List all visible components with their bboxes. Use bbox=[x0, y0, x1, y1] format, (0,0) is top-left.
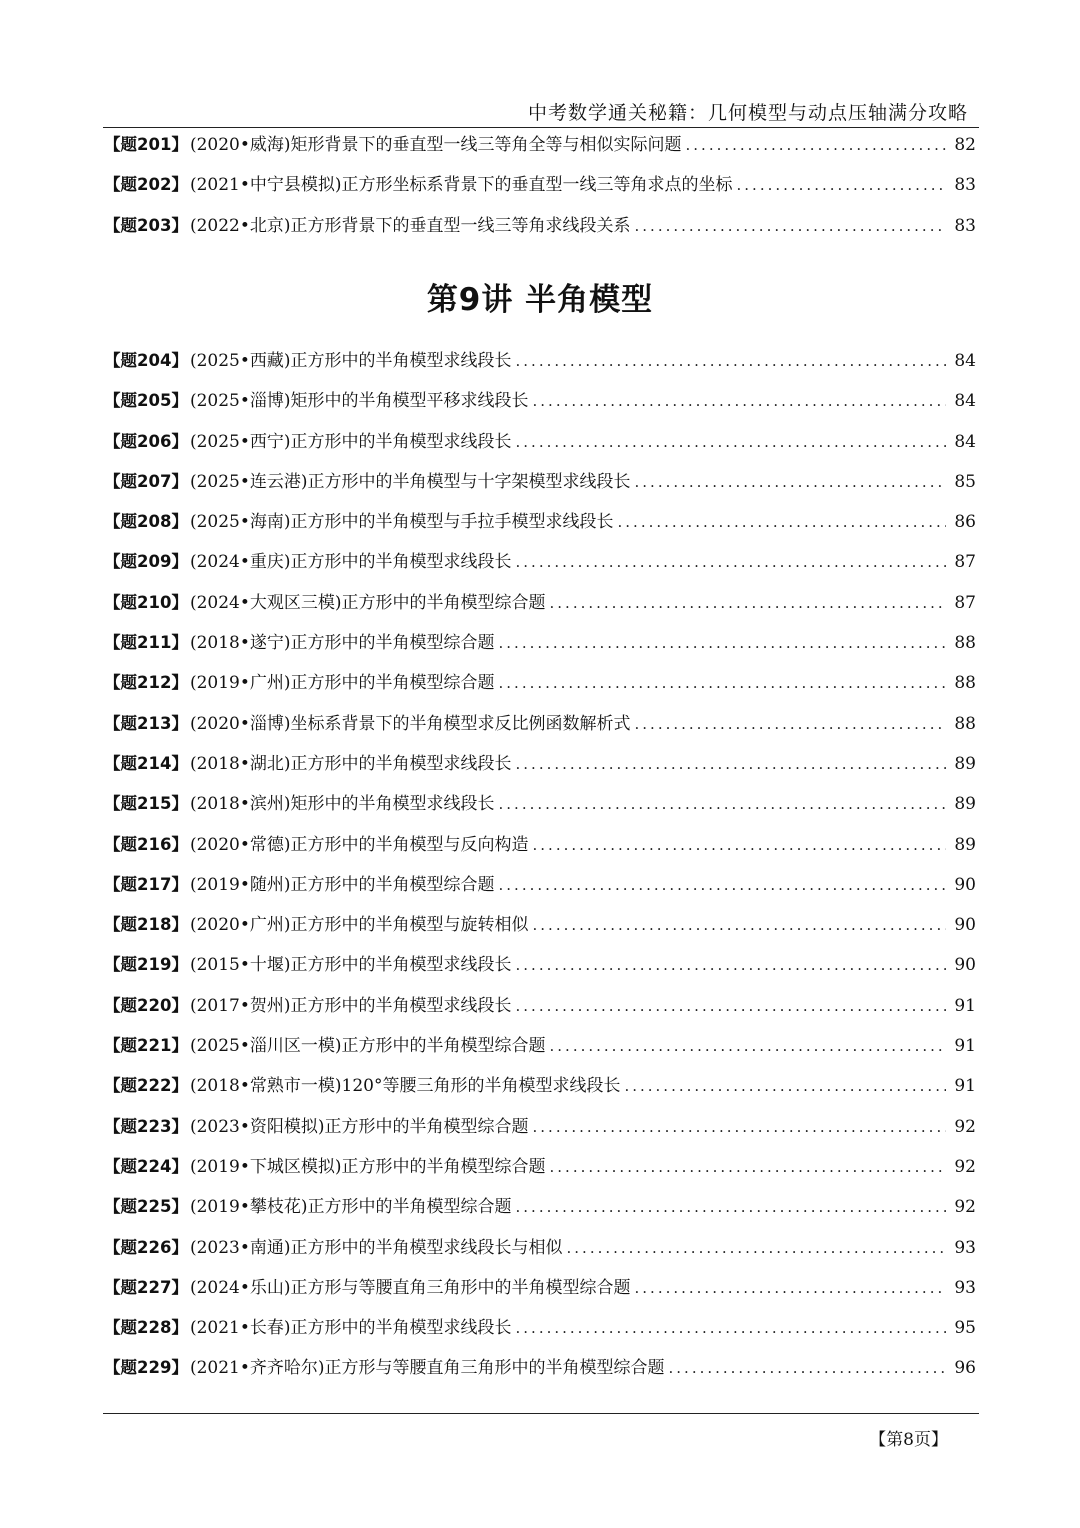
toc-entry-topic: 正方形中的半角模型综合题 bbox=[324, 1116, 529, 1137]
toc-entry-topic: 正方形与等腰直角三角形中的半角模型综合题 bbox=[290, 1277, 631, 1298]
toc-entry[interactable] bbox=[104, 507, 976, 547]
toc-entry-page: 88 bbox=[954, 713, 976, 734]
toc-entry-source: (2022•北京) bbox=[189, 215, 291, 236]
toc-entry-id: 【题222】 bbox=[104, 1076, 188, 1096]
toc-entry-page: 90 bbox=[954, 955, 976, 976]
toc-dot-leader bbox=[533, 392, 946, 410]
toc-entry-id: 【题219】 bbox=[104, 955, 188, 975]
toc-entry-source: (2020•广州) bbox=[189, 915, 291, 936]
toc-entry-id: 【题214】 bbox=[104, 753, 188, 773]
toc-entry[interactable] bbox=[104, 467, 976, 507]
toc-entry-id: 【题208】 bbox=[104, 512, 188, 532]
toc-entry-topic: 矩形背景下的垂直型一线三等角全等与相似实际问题 bbox=[290, 135, 682, 155]
toc-entry-source: (2020•常德) bbox=[189, 834, 291, 855]
toc-entry-source: (2023•资阳模拟) bbox=[189, 1116, 325, 1137]
toc-entry-page: 93 bbox=[954, 1237, 976, 1258]
toc-entry[interactable] bbox=[104, 668, 976, 708]
toc-entry-id: 【题215】 bbox=[104, 794, 188, 814]
toc-dot-leader bbox=[635, 473, 946, 491]
toc-entry-id: 【题223】 bbox=[104, 1116, 188, 1136]
toc-entry-topic: 120°等腰三角形的半角模型求线段长 bbox=[341, 1076, 621, 1097]
toc-entry-id: 【题220】 bbox=[104, 995, 188, 1015]
toc-entry-topic: 矩形中的半角模型求线段长 bbox=[290, 794, 495, 815]
toc-entry-source: (2025•连云港) bbox=[189, 471, 308, 492]
toc-entry[interactable] bbox=[104, 1112, 976, 1152]
toc-entry-page: 91 bbox=[954, 1036, 976, 1057]
toc-entry-topic: 正方形中的半角模型综合题 bbox=[307, 1197, 512, 1218]
toc-entry-id: 【题218】 bbox=[104, 915, 188, 935]
toc-entry-page: 87 bbox=[954, 592, 976, 613]
toc-entry-topic: 正方形中的半角模型求线段长 bbox=[290, 1318, 512, 1339]
toc-entry-source: (2015•十堰) bbox=[189, 955, 291, 976]
toc-entry-id: 【题221】 bbox=[104, 1036, 188, 1056]
toc-entry-id: 【题228】 bbox=[104, 1318, 188, 1338]
toc-entry[interactable] bbox=[104, 749, 976, 789]
toc-entry-source: (2020•威海) bbox=[189, 135, 291, 155]
toc-entry[interactable] bbox=[104, 870, 976, 910]
toc-entry[interactable] bbox=[104, 789, 976, 829]
toc-entry[interactable] bbox=[104, 346, 976, 386]
toc-entry[interactable] bbox=[104, 1313, 976, 1353]
toc-entry[interactable] bbox=[104, 1031, 976, 1071]
toc-entry-source: (2025•西宁) bbox=[189, 431, 291, 452]
toc-dot-leader bbox=[686, 136, 946, 154]
toc-entry-source: (2018•常熟市一模) bbox=[189, 1076, 342, 1097]
toc-entry-source: (2019•随州) bbox=[189, 874, 291, 895]
toc-entry-topic: 正方形中的半角模型与反向构造 bbox=[290, 834, 529, 855]
toc-entry-page: 88 bbox=[954, 673, 976, 694]
toc-entry[interactable] bbox=[104, 130, 976, 170]
toc-entry-id: 【题213】 bbox=[104, 713, 188, 733]
toc-entry-page: 89 bbox=[954, 794, 976, 815]
toc-entry-source: (2024•重庆) bbox=[189, 552, 291, 573]
toc-entry-source: (2018•遂宁) bbox=[189, 633, 291, 654]
running-header: 中考数学通关秘籍：几何模型与动点压轴满分攻略 bbox=[527, 102, 968, 124]
toc-entry-source: (2023•南通) bbox=[189, 1237, 291, 1258]
toc-entry-id: 【题227】 bbox=[104, 1277, 188, 1297]
toc-dot-leader bbox=[516, 352, 946, 370]
toc-dot-leader bbox=[499, 674, 946, 692]
toc-entry[interactable] bbox=[104, 830, 976, 870]
toc-entry-source: (2019•广州) bbox=[189, 673, 291, 694]
toc-dot-leader bbox=[550, 1037, 946, 1055]
toc-entry[interactable] bbox=[104, 1152, 976, 1192]
toc-entry-topic: 正方形中的半角模型与手拉手模型求线段长 bbox=[290, 512, 614, 533]
toc-entry-source: (2017•贺州) bbox=[189, 995, 291, 1016]
toc-entry-topic: 正方形中的半角模型求线段长 bbox=[290, 552, 512, 573]
toc-dot-leader bbox=[533, 1118, 946, 1136]
toc-entry-page: 83 bbox=[954, 215, 976, 236]
toc-entry-page: 84 bbox=[954, 431, 976, 452]
toc-dot-leader bbox=[550, 594, 946, 612]
toc-entry-id: 【题203】 bbox=[104, 215, 188, 235]
toc-entry-source: (2025•淄川区一模) bbox=[189, 1036, 342, 1057]
toc-entry-page: 88 bbox=[954, 633, 976, 654]
toc-entry-id: 【题201】 bbox=[104, 135, 188, 154]
toc-entry-id: 【题211】 bbox=[104, 633, 188, 653]
toc-entry-page: 87 bbox=[954, 552, 976, 573]
toc-entry-topic: 正方形中的半角模型求线段长 bbox=[290, 431, 512, 452]
toc-entry-topic: 正方形中的半角模型与旋转相似 bbox=[290, 915, 529, 936]
toc-entry[interactable] bbox=[104, 1233, 976, 1273]
toc-dot-leader bbox=[499, 795, 946, 813]
toc-dot-leader bbox=[550, 1158, 946, 1176]
toc-dot-leader bbox=[567, 1239, 946, 1257]
toc-entry-source: (2024•乐山) bbox=[189, 1277, 291, 1298]
toc-entry-page: 90 bbox=[954, 874, 976, 895]
toc-entry-id: 【题224】 bbox=[104, 1156, 188, 1176]
toc-entry-page: 91 bbox=[954, 1076, 976, 1097]
toc-entry-source: (2020•淄博) bbox=[189, 713, 291, 734]
toc-dot-leader bbox=[499, 876, 946, 894]
toc-entry-id: 【题209】 bbox=[104, 552, 188, 572]
footer-rule bbox=[103, 1413, 979, 1414]
toc-entry-id: 【题207】 bbox=[104, 471, 188, 491]
toc-dot-leader bbox=[499, 634, 946, 652]
toc-dot-leader bbox=[635, 1279, 946, 1297]
toc-entry-source: (2021•中宁县模拟) bbox=[189, 175, 342, 196]
toc-dot-leader bbox=[516, 755, 946, 773]
toc-entry-id: 【题217】 bbox=[104, 874, 188, 894]
toc-list-previous-section bbox=[104, 130, 976, 251]
toc-entry[interactable] bbox=[104, 588, 976, 628]
toc-entry[interactable] bbox=[104, 547, 976, 587]
toc-entry-topic: 正方形中的半角模型综合题 bbox=[341, 1156, 546, 1177]
toc-entry-topic: 正方形与等腰直角三角形中的半角模型综合题 bbox=[324, 1358, 665, 1379]
toc-entry-source: (2024•大观区三模) bbox=[189, 592, 342, 613]
toc-entry-id: 【题212】 bbox=[104, 673, 188, 693]
toc-dot-leader bbox=[516, 956, 946, 974]
toc-dot-leader bbox=[618, 513, 946, 531]
toc-entry-page: 92 bbox=[954, 1197, 976, 1218]
toc-entry-topic: 正方形中的半角模型求线段长 bbox=[290, 753, 512, 774]
toc-entry-id: 【题216】 bbox=[104, 834, 188, 854]
toc-dot-leader bbox=[516, 433, 946, 451]
toc-entry-page: 90 bbox=[954, 915, 976, 936]
toc-entry-topic: 正方形中的半角模型求线段长 bbox=[290, 351, 512, 371]
toc-dot-leader bbox=[516, 553, 946, 571]
toc-entry[interactable] bbox=[104, 709, 976, 749]
toc-entry-page: 92 bbox=[954, 1116, 976, 1137]
toc-entry[interactable] bbox=[104, 170, 976, 210]
toc-dot-leader bbox=[624, 1077, 946, 1095]
toc-entry-topic: 正方形中的半角模型求线段长 bbox=[290, 955, 512, 976]
toc-entry-page: 85 bbox=[954, 471, 976, 492]
toc-entry-page: 89 bbox=[954, 834, 976, 855]
toc-dot-leader bbox=[737, 176, 946, 194]
toc-entry-source: (2019•下城区模拟) bbox=[189, 1156, 342, 1177]
toc-entry[interactable] bbox=[104, 386, 976, 426]
toc-entry-topic: 正方形中的半角模型综合题 bbox=[341, 1036, 546, 1057]
toc-entry-source: (2021•齐齐哈尔) bbox=[189, 1358, 325, 1379]
toc-entry-id: 【题225】 bbox=[104, 1197, 188, 1217]
toc-entry-page: 86 bbox=[954, 512, 976, 533]
toc-entry-page: 96 bbox=[954, 1358, 976, 1379]
toc-entry[interactable] bbox=[104, 991, 976, 1031]
toc-entry-topic: 坐标系背景下的半角模型求反比例函数解析式 bbox=[290, 713, 631, 734]
toc-entry-id: 【题229】 bbox=[104, 1358, 188, 1378]
toc-entry-id: 【题226】 bbox=[104, 1237, 188, 1257]
toc-dot-leader bbox=[669, 1359, 946, 1377]
toc-entry-topic: 正方形中的半角模型与十字架模型求线段长 bbox=[307, 471, 631, 492]
toc-entry-source: (2018•湖北) bbox=[189, 753, 291, 774]
toc-entry-topic: 正方形中的半角模型综合题 bbox=[290, 633, 495, 654]
toc-entry-source: (2018•滨州) bbox=[189, 794, 291, 815]
toc-entry-topic: 正方形中的半角模型综合题 bbox=[290, 874, 495, 895]
toc-entry[interactable] bbox=[104, 211, 976, 251]
toc-entry-page: 92 bbox=[954, 1156, 976, 1177]
page-number: 【第8页】 bbox=[869, 1430, 948, 1450]
toc-entry-id: 【题210】 bbox=[104, 592, 188, 612]
toc-entry-id: 【题204】 bbox=[104, 351, 188, 370]
toc-dot-leader bbox=[533, 916, 946, 934]
toc-entry-id: 【题205】 bbox=[104, 391, 188, 411]
toc-list-half-angle-section bbox=[104, 346, 976, 1394]
toc-entry-source: (2025•海南) bbox=[189, 512, 291, 533]
toc-entry[interactable] bbox=[104, 1273, 976, 1313]
toc-entry-topic: 正方形背景下的垂直型一线三等角求线段关系 bbox=[290, 215, 631, 236]
toc-entry-page: 91 bbox=[954, 995, 976, 1016]
toc-entry-source: (2025•淄博) bbox=[189, 391, 291, 412]
toc-entry-page: 84 bbox=[954, 351, 976, 371]
toc-entry-id: 【题202】 bbox=[104, 175, 188, 195]
toc-entry[interactable] bbox=[104, 1192, 976, 1232]
toc-entry[interactable] bbox=[104, 910, 976, 950]
toc-entry-source: (2019•攀枝花) bbox=[189, 1197, 308, 1218]
toc-dot-leader bbox=[516, 1198, 946, 1216]
toc-dot-leader bbox=[533, 836, 946, 854]
toc-entry-page: 89 bbox=[954, 753, 976, 774]
toc-entry[interactable] bbox=[104, 628, 976, 668]
toc-entry-topic: 矩形中的半角模型平移求线段长 bbox=[290, 391, 529, 412]
toc-entry-page: 93 bbox=[954, 1277, 976, 1298]
toc-dot-leader bbox=[516, 997, 946, 1015]
section-title: 第9讲 半角模型 bbox=[426, 282, 654, 318]
toc-dot-leader bbox=[516, 1319, 946, 1337]
toc-entry-page: 84 bbox=[954, 391, 976, 412]
toc-entry-topic: 正方形中的半角模型综合题 bbox=[290, 673, 495, 694]
toc-dot-leader bbox=[635, 217, 946, 235]
toc-dot-leader bbox=[635, 715, 946, 733]
header-rule bbox=[103, 127, 979, 128]
toc-entry[interactable] bbox=[104, 1071, 976, 1111]
toc-entry[interactable] bbox=[104, 427, 976, 467]
toc-entry-page: 95 bbox=[954, 1318, 976, 1339]
toc-entry-source: (2025•西藏) bbox=[189, 351, 291, 371]
toc-entry-topic: 正方形中的半角模型综合题 bbox=[341, 592, 546, 613]
toc-entry[interactable] bbox=[104, 1353, 976, 1393]
toc-entry-page: 82 bbox=[954, 135, 976, 155]
toc-entry-topic: 正方形坐标系背景下的垂直型一线三等角求点的坐标 bbox=[341, 175, 733, 196]
toc-entry-topic: 正方形中的半角模型求线段长 bbox=[290, 995, 512, 1016]
toc-entry-source: (2021•长春) bbox=[189, 1318, 291, 1339]
toc-entry-topic: 正方形中的半角模型求线段长与相似 bbox=[290, 1237, 563, 1258]
toc-entry-id: 【题206】 bbox=[104, 431, 188, 451]
toc-entry[interactable] bbox=[104, 950, 976, 990]
toc-entry-page: 83 bbox=[954, 175, 976, 196]
